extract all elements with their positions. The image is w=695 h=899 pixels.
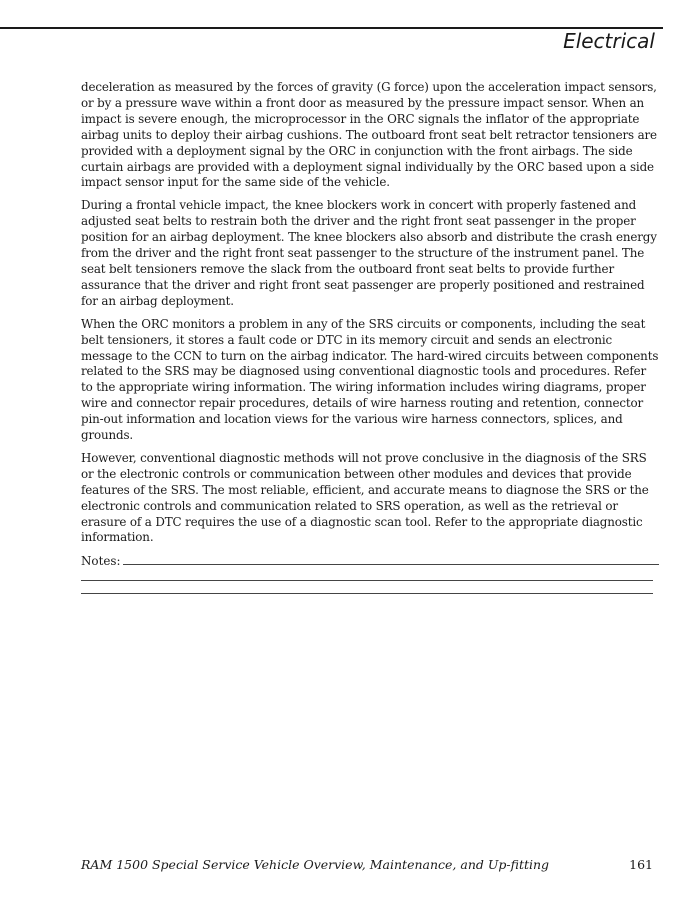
- notes-line: [123, 553, 660, 565]
- notes-row: [81, 553, 659, 568]
- body-text: [81, 80, 659, 594]
- section-title: Electrical: [563, 29, 655, 53]
- paragraph: When the ORC monitors a problem in any of the SRS circuits or components, including the seat belt tensioners, it stores a fault code or DTC in its memory circuit and sends an electronic message to the CCN to turn on the airbag indicator. The hard-wired circuits between components related to the SRS may be diagnosed using conventional diagnostic tools and procedures. Refer to the appropriate wiring information. The wiring information includes wiring diagrams, proper wire and connector repair procedures, details of wire harness routing and retention, connector pin-out information and location views for the various wire harness connectors, splices, and grounds.: [81, 316, 659, 443]
- page-number: 161: [629, 857, 653, 872]
- notes-line: [81, 568, 653, 581]
- paragraph: During a frontal vehicle impact, the knee blockers work in concert with properly fastened and adjusted seat belts to restrain both the driver and the right front seat passenger in the proper position for an airbag deployment. The knee blockers also absorb and distribute the crash energy from the driver and the right front seat passenger to the structure of the instrument panel. The seat belt tensioners remove the slack from the outboard front seat belts to provide further assurance that the driver and right front seat passenger are properly positioned and restrained for an airbag deployment.: [81, 198, 657, 308]
- footer-title: RAM 1500 Special Service Vehicle Overview, Maintenance, and Up-fitting: [81, 857, 550, 872]
- paragraph: However, conventional diagnostic methods will not prove conclusive in the diagnosis of the SRS or the electronic controls or communication between other modules and devices that provide features of the SRS. The most reliable, efficient, and accurate means to diagnose the SRS or the electronic controls and communication related to SRS operation, as well as the retrieval or erasure of a DTC requires the use of a diagnostic scan tool. Refer to the appropriate diagnostic information.: [81, 450, 649, 545]
- paragraph: deceleration as measured by the forces of gravity (G force) upon the acceleration impact sensors, or by a pressure wave within a front door as measured by the pressure impact sensor. When an impact is severe enough, the microprocessor in the ORC signals the inflator of the appropriate airbag units to deploy their airbag cushions. The outboard front seat belt retractor tensioners are provided with a deployment signal by the ORC in conjunction with the front airbags. The side curtain airbags are provided with a deployment signal individually by the ORC based upon a side impact sensor input for the same side of the vehicle.: [81, 80, 657, 190]
- page-footer: [81, 857, 653, 873]
- notes-section: [81, 553, 659, 594]
- notes-label: Notes:: [81, 554, 121, 569]
- notes-line: [81, 581, 653, 594]
